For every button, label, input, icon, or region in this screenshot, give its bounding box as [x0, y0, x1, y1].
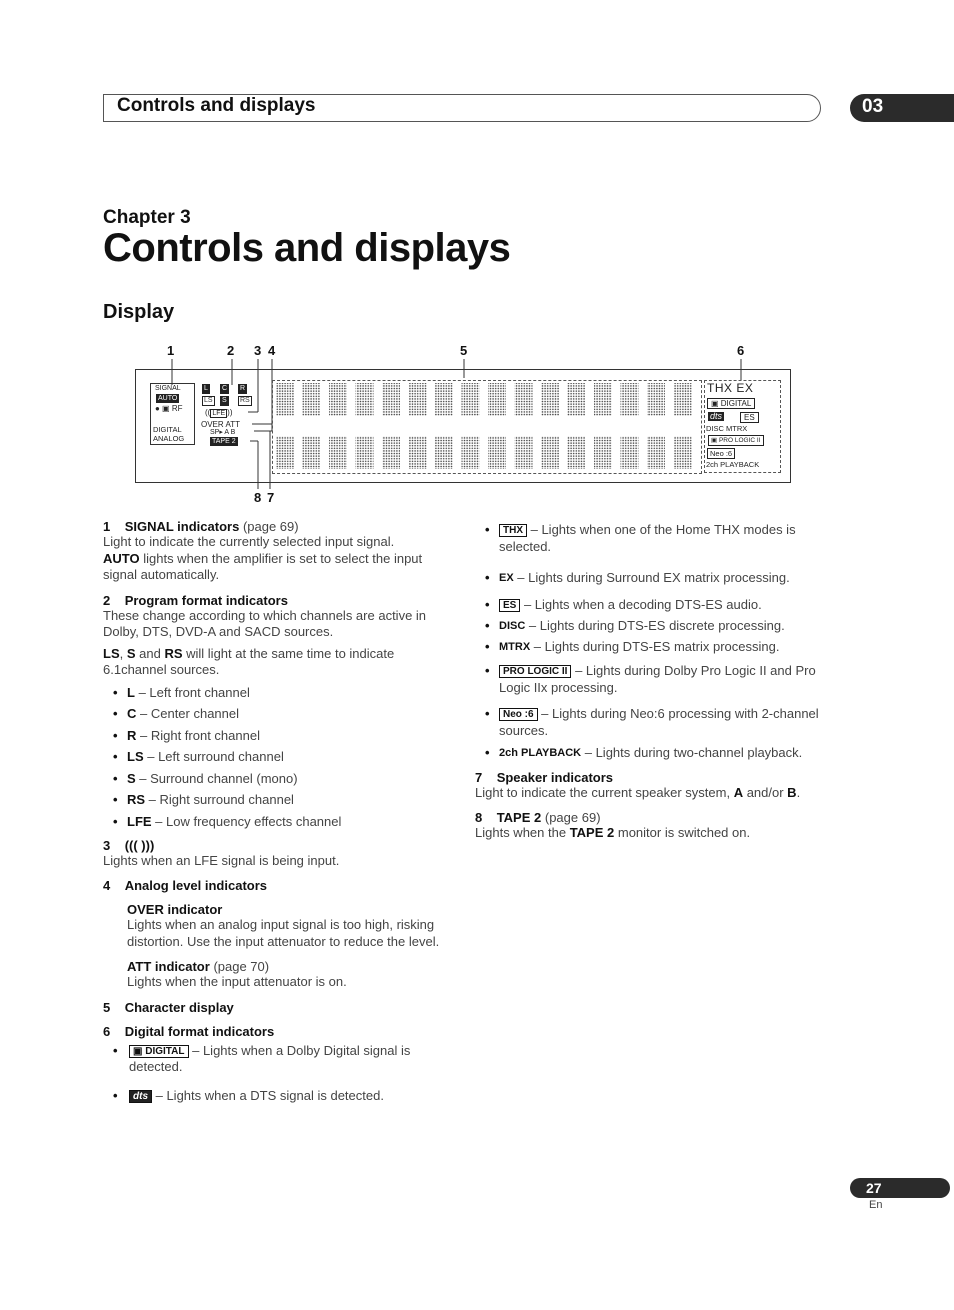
chapter-label: Chapter 3 [103, 207, 191, 228]
channel-list-item [113, 748, 453, 770]
analog-indicator: ANALOG [153, 434, 185, 443]
dts-desc [129, 1088, 449, 1105]
61-note-text: will light at the same time to indicate 6.1channel sources. [103, 645, 395, 677]
and-word: and [135, 645, 165, 661]
bullet: • [485, 663, 490, 678]
bullet: • [113, 749, 118, 765]
section-8-text: Lights when the [475, 825, 570, 840]
character-cell [409, 383, 427, 416]
bullet: • [113, 770, 118, 786]
left-column [103, 519, 453, 1104]
section-1-title: SIGNAL indicators [124, 519, 240, 534]
section-8-body [475, 825, 825, 842]
character-cell [356, 436, 374, 469]
section-7-title: Speaker indicators [496, 769, 614, 785]
s-term: S [126, 645, 136, 661]
over-att-indicator: OVER ATT [201, 420, 240, 429]
section-6-heading [103, 1024, 453, 1039]
format-indicator-item [485, 639, 825, 656]
character-cell [515, 436, 533, 469]
rf-label: RF [171, 404, 183, 413]
channel-key: LFE [127, 814, 152, 830]
character-cell [674, 436, 692, 469]
format-icon: 2ch PLAYBACK [499, 747, 582, 759]
character-grid [276, 382, 700, 470]
callout-1: 1 [167, 343, 175, 358]
section-5-heading [103, 1000, 453, 1015]
format-text: – Lights during DTS-ES discrete processing. [525, 618, 785, 633]
header-title: Controls and displays [117, 95, 316, 116]
auto-note-text: lights when the amplifier is set to select the input signal automatically. [103, 550, 423, 582]
format-text: – Lights when a decoding DTS-ES audio. [520, 596, 762, 612]
character-cell [435, 383, 453, 416]
format-icon: EX [499, 572, 514, 584]
bullet: • [113, 706, 118, 722]
channel-text: – Surround channel (mono) [135, 770, 298, 786]
character-cell [621, 436, 639, 469]
dolby-digital-icon: ▣ DIGITAL [129, 1045, 189, 1058]
format-indicator-item [485, 522, 825, 555]
character-cell [462, 436, 480, 469]
callout-2: 2 [227, 343, 235, 358]
format-indicator-item [485, 618, 825, 635]
channel-key: LS [127, 749, 144, 765]
section-3-heading [103, 838, 453, 853]
bullet: • [113, 792, 118, 808]
dts-icon: dts [129, 1090, 152, 1103]
tape2-term: TAPE 2 [569, 825, 615, 840]
format-indicator-item [485, 706, 825, 739]
section-4-subsections [127, 902, 453, 991]
pro-logic-indicator: ▣ PRO LOGIC II [708, 435, 764, 446]
channel-desc [127, 684, 250, 706]
auto-indicator: AUTO [158, 395, 178, 402]
channel-text: – Left surround channel [143, 749, 284, 765]
character-cell [594, 383, 612, 416]
lfe-wave-icon: (( LFE )) [205, 408, 233, 417]
character-cell [568, 383, 586, 416]
att-page-ref: (page 70) [213, 959, 270, 975]
character-cell [647, 436, 665, 469]
bullet: • [485, 570, 490, 585]
character-cell [594, 436, 612, 469]
over-indicator-body: Lights when an analog input signal is too high, risking distortion. Use the input attenuator to reduce the level. [127, 917, 440, 949]
character-cell [541, 436, 559, 469]
format-icon: ES [499, 599, 520, 612]
section-1-number: 1 [103, 519, 111, 534]
channel-r: R [240, 385, 246, 392]
ls-term: LS [103, 645, 120, 661]
callout-4: 4 [268, 343, 276, 358]
section-2-title: Program format indicators [124, 592, 288, 608]
section-2-body: These change according to which channels are active in Dolby, DTS, DVD-A and SACD sources. [103, 607, 427, 639]
channel-key: L [127, 684, 135, 700]
character-cell [647, 383, 665, 416]
format-text: – Lights during Neo:6 processing with 2-channel sources. [499, 706, 819, 738]
section-2-61-note [103, 646, 453, 679]
channel-text: – Left front channel [134, 684, 250, 700]
bullet: • [113, 1087, 118, 1103]
character-cell [276, 436, 294, 469]
dolby-digital-indicator: ▣ DIGITAL [707, 398, 755, 409]
channel-list-item [113, 813, 453, 835]
section-title: Display [103, 301, 175, 323]
format-indicator-item [485, 570, 825, 587]
auto-term: AUTO [103, 550, 140, 566]
section-4-heading [103, 878, 453, 893]
format-icon: MTRX [499, 640, 531, 653]
speaker-ab-indicator: SP▸ A B [210, 429, 236, 436]
right-column [475, 522, 825, 842]
section-1-heading [103, 519, 453, 534]
bullet: • [485, 618, 490, 633]
dts-indicator: dts [710, 411, 723, 421]
character-cell [329, 436, 347, 469]
channel-rs: RS [240, 397, 250, 404]
format-text: – Lights during two-channel playback. [581, 745, 803, 760]
over-indicator-title: OVER indicator [127, 902, 223, 918]
section-4-title: Analog level indicators [124, 878, 268, 894]
format-desc [499, 522, 824, 555]
character-cell [541, 383, 559, 416]
tape2-indicator: TAPE 2 [212, 438, 236, 445]
channel-text: – Center channel [136, 706, 240, 722]
section-1-body: Light to indicate the currently selected input signal. [103, 534, 395, 549]
bullet: • [485, 638, 490, 654]
section-8-heading [475, 810, 825, 825]
character-cell [488, 436, 506, 469]
format-text: – Lights during DTS-ES matrix processing. [530, 638, 780, 654]
section-1-page-ref: (page 69) [242, 519, 299, 534]
format-desc [499, 597, 824, 614]
pro-logic-label: PRO LOGIC II [718, 437, 761, 444]
dolby-digital-item [113, 1043, 453, 1076]
section-4-number: 4 [103, 878, 111, 894]
character-cell [435, 436, 453, 469]
section-8-page-ref: (page 69) [544, 810, 601, 825]
channel-key: RS [127, 792, 146, 808]
att-indicator-body: Lights when the input attenuator is on. [127, 974, 347, 990]
character-cell [568, 436, 586, 469]
digital-indicator: DIGITAL [153, 425, 182, 434]
channel-desc [127, 791, 294, 813]
format-desc [499, 706, 824, 739]
format-desc [499, 618, 824, 635]
character-cell [382, 436, 400, 469]
channel-c: C [222, 385, 228, 392]
page-number: 27 [866, 1180, 882, 1196]
section-3-title: ((( ))) [124, 837, 155, 853]
channel-desc [127, 770, 298, 792]
section-3-body: Lights when an LFE signal is being input. [103, 852, 340, 868]
character-cell [303, 436, 321, 469]
disc-mtrx-indicator: DISC MTRX [706, 424, 748, 433]
and-or: and/or [743, 784, 788, 800]
channel-desc [127, 748, 284, 770]
channel-ls: LS [204, 397, 213, 404]
channel-desc [127, 813, 341, 835]
att-indicator-title: ATT indicator [127, 959, 210, 975]
section-8-number: 8 [475, 810, 483, 825]
channel-s: S [222, 397, 227, 404]
section-5-title: Character display [124, 999, 234, 1015]
bullet: • [113, 727, 118, 743]
section-7-number: 7 [475, 769, 483, 785]
section-2-heading [103, 593, 453, 608]
comma: , [119, 645, 127, 661]
character-matrix [276, 382, 700, 470]
dts-item [113, 1088, 453, 1105]
section-1-auto-note [103, 551, 453, 584]
speaker-b: B [787, 784, 797, 800]
format-indicator-list [475, 522, 825, 762]
section-7-body [475, 785, 825, 802]
channel-text: – Low frequency effects channel [151, 814, 342, 830]
format-text: – Lights when one of the Home THX modes is selected. [499, 522, 796, 554]
channel-l: L [204, 385, 208, 392]
page-language: En [869, 1199, 883, 1211]
character-cell [515, 383, 533, 416]
period: . [796, 784, 801, 800]
format-icon: PRO LOGIC II [499, 665, 571, 678]
format-indicator-item [485, 663, 825, 696]
channel-key: R [127, 727, 137, 743]
section-5-number: 5 [103, 999, 111, 1015]
chapter-number: 03 [862, 96, 884, 117]
channel-list-item [113, 705, 453, 727]
character-cell [621, 383, 639, 416]
channel-text: – Right surround channel [145, 792, 294, 808]
format-text: – Lights during Dolby Pro Logic II and Pro Logic IIx processing. [499, 663, 816, 695]
character-cell [462, 383, 480, 416]
section-8-text-end: monitor is switched on. [614, 825, 751, 840]
bullet: • [113, 684, 118, 700]
character-cell [409, 436, 427, 469]
rs-term: RS [164, 645, 183, 661]
neo6-indicator: Neo :6 [707, 448, 735, 459]
character-cell [276, 383, 294, 416]
callout-5: 5 [460, 343, 468, 358]
section-7-text: Light to indicate the current speaker system, [475, 784, 734, 800]
section-6-title: Digital format indicators [124, 1023, 275, 1039]
character-cell [488, 383, 506, 416]
format-desc [499, 663, 824, 696]
bullet: • [485, 745, 490, 760]
character-cell [382, 383, 400, 416]
dolby-digital-icon-label: DIGITAL [145, 1045, 185, 1057]
channel-desc [127, 727, 260, 749]
channel-list-item [113, 727, 453, 749]
section-6-number: 6 [103, 1023, 111, 1039]
character-cell [303, 383, 321, 416]
section-7-heading [475, 770, 825, 785]
format-desc [499, 639, 824, 656]
character-cell [329, 383, 347, 416]
bullet: • [113, 814, 118, 830]
page-number-tab [850, 1178, 950, 1198]
dolby-digital-label: DIGITAL [720, 399, 752, 408]
section-8-title: TAPE 2 [496, 810, 542, 825]
format-indicator-item [485, 745, 825, 762]
att-indicator-heading [127, 959, 453, 974]
section-3-number: 3 [103, 837, 111, 853]
es-indicator: ES [740, 412, 759, 423]
channel-lfe: LFE [212, 410, 226, 417]
channel-list-item [113, 770, 453, 792]
rf-indicator: ● ▣ RF [155, 404, 183, 413]
format-icon: THX [499, 524, 527, 537]
channel-list-item [113, 791, 453, 813]
2ch-playback-indicator: 2ch PLAYBACK [706, 460, 760, 469]
channel-key: C [127, 706, 137, 722]
callout-6: 6 [737, 343, 745, 358]
format-desc [499, 570, 824, 587]
page-title: Controls and displays [103, 226, 511, 270]
channel-list-item [113, 684, 453, 706]
bullet: • [485, 522, 490, 537]
format-desc [499, 745, 824, 762]
callout-8: 8 [254, 490, 262, 505]
signal-label: SIGNAL [155, 385, 181, 392]
format-indicator-item [485, 597, 825, 614]
speaker-a: A [733, 784, 744, 800]
character-cell [356, 383, 374, 416]
channel-list [103, 684, 453, 835]
section-2-number: 2 [103, 592, 111, 608]
dts-text: – Lights when a DTS signal is detected. [152, 1087, 384, 1103]
character-cell [674, 383, 692, 416]
channel-desc [127, 705, 239, 727]
format-icon: Neo :6 [499, 708, 538, 721]
callout-3: 3 [254, 343, 262, 358]
thx-ex-indicator: THX EX [707, 381, 754, 395]
channel-key: S [127, 770, 136, 786]
channel-text: – Right front channel [136, 727, 260, 743]
bullet: • [485, 706, 490, 721]
format-text: – Lights during Surround EX matrix processing. [513, 570, 790, 585]
bullet: • [485, 596, 490, 612]
dolby-digital-desc [129, 1043, 449, 1076]
bullet: • [113, 1042, 118, 1058]
dolby-digital-text: – Lights when a Dolby Digital signal is detected. [129, 1042, 411, 1075]
callout-7: 7 [267, 490, 275, 505]
format-icon: DISC [499, 620, 526, 632]
